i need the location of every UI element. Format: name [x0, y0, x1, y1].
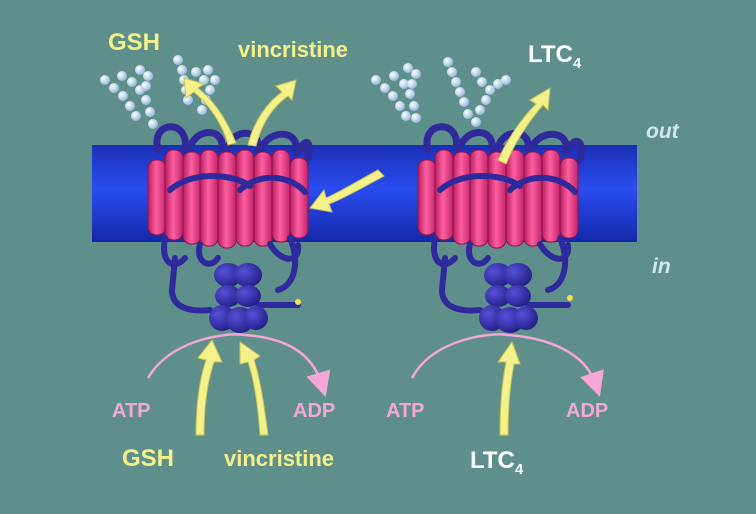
label-atp-left: ATP [112, 400, 151, 422]
arrow-ltc4-in [498, 342, 520, 435]
helices-left [148, 150, 308, 248]
arrow-gsh-in [196, 340, 222, 435]
label-ltc-top: $LTC_4$ [528, 41, 582, 72]
label-adp-right: ADP [566, 400, 609, 422]
label-out: out [646, 120, 679, 143]
label-vincristine-bottom: vincristine [224, 446, 335, 471]
label-vincristine-top: vincristine [238, 37, 349, 62]
label-gsh-bottom: GSH [122, 445, 175, 472]
helices-right [418, 150, 578, 248]
arrow-vincristine-in [240, 342, 268, 435]
nucleotide-binding-domain-left [209, 263, 268, 333]
label-atp-right: ATP [386, 400, 425, 422]
label-in: in [652, 255, 671, 278]
arrow-atp-adp-left [148, 334, 322, 385]
label-gsh-top: GSH [108, 29, 161, 56]
nucleotide-binding-domain-right [479, 263, 538, 333]
label-adp-left: ADP [293, 400, 336, 422]
glycan-chains-right [371, 57, 511, 127]
label-ltc-bottom: $LTC_4$ [470, 447, 524, 478]
